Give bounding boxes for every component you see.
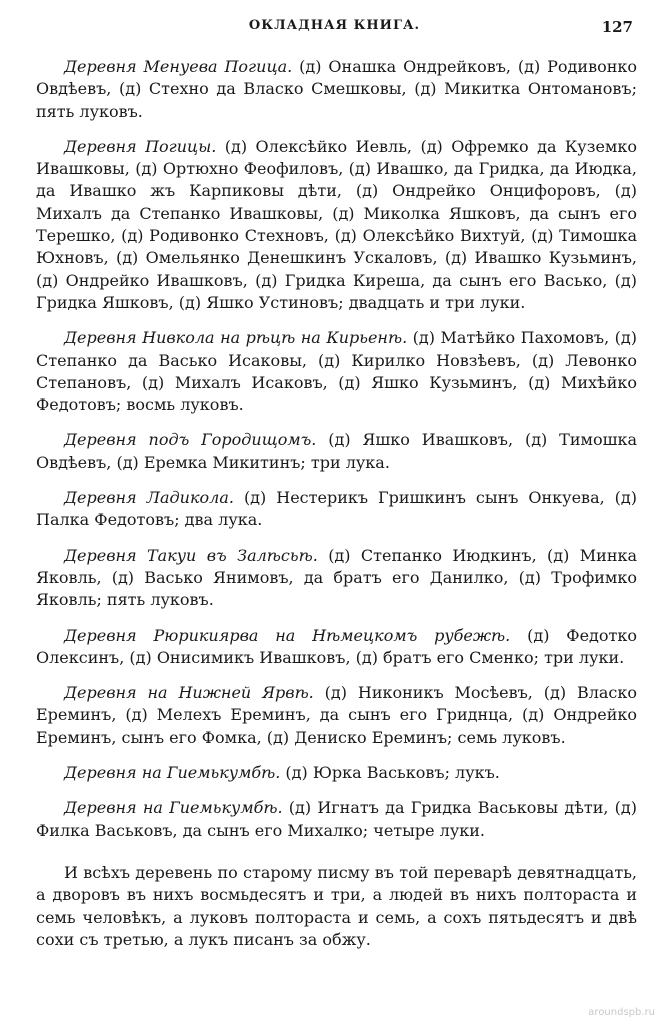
village-name: Деревня Ладикола. <box>64 488 234 508</box>
village-text: (д) Юрка Васьковъ; лукъ. <box>285 763 500 783</box>
village-name: Деревня Нивкола на рѣцѣ на Кирьенѣ. <box>64 328 408 348</box>
village-text: (д) Никоникъ Мосѣевъ, (д) Власко Ереминъ, (д) Мелехъ Ереминъ, да сынъ его Гриднца, (д) Ондрейко Ереминъ, сынъ его Фомка, (д) Дениско Ереминъ; семь луковъ. <box>36 683 637 747</box>
village-text: (д) Матѣйко Пахомовъ, (д) Степанко да Васько Исаковы, (д) Кирилко Новзѣевъ, (д) Левонко Степановъ, (д) Михалъ Исаковъ, (д) Яшко Кузьминъ, (д) Михѣйко Федотовъ; восмь луковъ. <box>36 328 637 415</box>
village-entry <box>36 327 637 416</box>
village-name: Деревня на Гиемькумбѣ. <box>64 763 281 783</box>
village-entry <box>36 625 637 670</box>
village-name: Деревня на Нижней Ярвѣ. <box>64 683 314 703</box>
watermark: aroundspb.ru <box>588 1007 655 1018</box>
village-entry <box>36 545 637 612</box>
village-text: (д) Игнатъ да Гридка Васьковы дѣти, (д) Филка Васьковъ, да сынъ его Михалко; четыре луки. <box>36 798 637 840</box>
village-name: Деревня Погицы. <box>64 136 217 156</box>
village-entry <box>36 487 637 532</box>
running-title: ОКЛАДНАЯ КНИГА. <box>248 18 421 33</box>
village-name: Деревня Менуева Погица. <box>64 57 293 76</box>
summary-paragraph: И всѣхъ деревень по старому писму въ той переварѣ девятнадцать, а дворовъ въ нихъ восмьдесятъ и три, а людей въ нихъ полтораста и семь человѣкъ, а луковъ полтораста и семь, а сохъ пятьдесятъ и двѣ сохи съ третью, а лукъ писанъ за обжу. <box>36 862 637 949</box>
page-body <box>36 56 637 964</box>
village-text: (д) Федотко Олексинъ, (д) Онисимикъ Ивашковъ, (д) братъ его Сменко; три луки. <box>36 625 638 667</box>
page-number: 127 <box>601 18 633 36</box>
village-entry <box>36 797 637 842</box>
village-name: Деревня подъ Городищомъ. <box>64 430 317 450</box>
village-entry <box>36 429 637 474</box>
village-name: Деревня на Гиемькумбѣ. <box>64 798 283 818</box>
village-text: (д) Нестерикъ Гришкинъ сынъ Онкуева, (д) Палка Федотовъ; два лука. <box>36 488 637 530</box>
village-text: (д) Яшко Ивашковъ, (д) Тимошка Овдѣевъ, (д) Еремка Микитинъ; три лука. <box>36 430 637 472</box>
village-name: Деревня Такуи въ Залѣсьѣ. <box>64 545 318 565</box>
village-text: (д) Степанко Июдкинъ, (д) Минка Яковль, (д) Васько Янимовъ, да братъ его Данилко, (д) Трофимко Яковль; пять луковъ. <box>36 545 638 610</box>
village-name: Деревня Рюрикиярва на Нѣмецкомъ рубежѣ. <box>64 625 511 645</box>
village-entry <box>36 56 637 123</box>
village-entry <box>36 762 637 784</box>
village-text: (д) Онашка Ондрейковъ, (д) Родивонко Овдѣевъ, (д) Стехно да Власко Смешковы, (д) Микитка Онтомановъ; пять луковъ. <box>36 57 638 121</box>
village-entry <box>36 682 637 749</box>
page-header <box>36 18 633 42</box>
village-entry <box>36 136 637 314</box>
village-text: (д) Олексѣйко Иевль, (д) Офремко да Куземко Ивашковы, (д) Ортюхно Феофиловъ, (д) Ивашко, да Гридка, да Июдка, да Ивашко жъ Карпиковы дѣти, (д) Ондрейко Онцифоровъ, (д) Михалъ да Степанко Ивашковы, (д) Миколка Яшковъ, да сынъ его Терешко, (д) Родивонко Стехновъ, (д) Олексѣйко Вихтуй, (д) Тимошка Юхновъ, (д) Омельянко Денешкинъ Ускаловъ, (д) Ивашко Кузьминъ, (д) Ондрейко Ивашковъ, (д) Гридка Киреша, да сынъ его Васько, (д) Гридка Яшковъ, (д) Яшко Устиновъ; двадцать и три луки. <box>36 136 637 312</box>
